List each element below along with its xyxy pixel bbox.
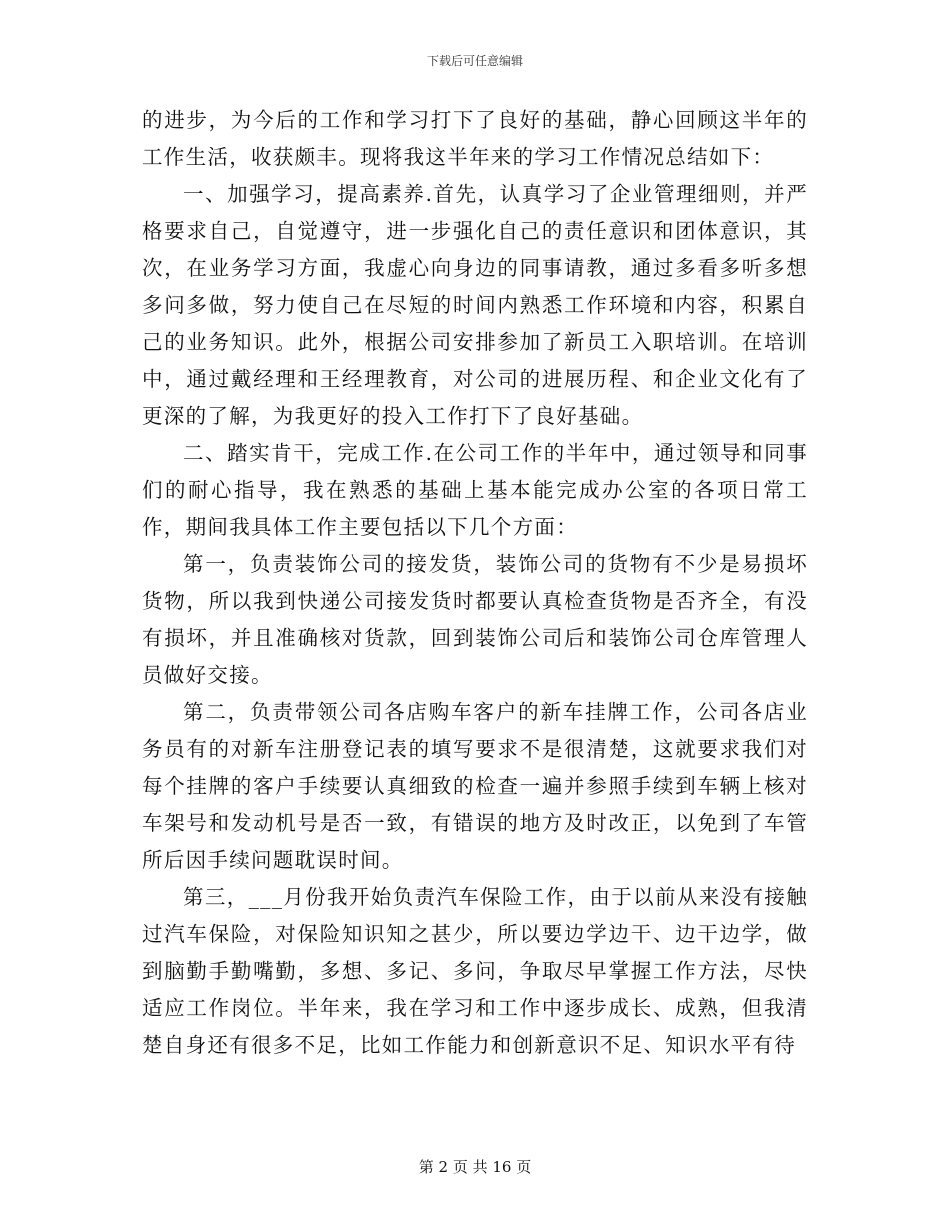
document-body — [142, 102, 808, 1064]
paragraph-item-third: 第三，___月份我开始负责汽车保险工作，由于以前从来没有接触过汽车保险，对保险知识知之甚少，所以要边学边干、边干边学，做到脑勤手勤嘴勤，多想、多记、多问，争取尽早掌握工作方法，尽快适应工作岗位。半年来，我在学习和工作中逐步成长、成熟，但我清楚自身还有很多不足，比如工作能力和创新意识不足、知识水平有待 — [142, 885, 808, 1057]
paragraph-section-two: 二、踏实肯干，完成工作.在公司工作的半年中，通过领导和同事们的耐心指导，我在熟悉的基础上基本能完成办公室的各项日常工作，期间我具体工作主要包括以下几个方面： — [142, 441, 808, 539]
paragraph-item-second: 第二，负责带领公司各店购车客户的新车挂牌工作，公司各店业务员有的对新车注册登记表的填写要求不是很清楚，这就要求我们对每个挂牌的客户手续要认真细致的检查一遍并参照手续到车辆上核对车架号和发动机号是否一致，有错误的地方及时改正，以免到了车管所后因手续问题耽误时间。 — [142, 700, 808, 872]
paragraph-continuation: 的进步，为今后的工作和学习打下了良好的基础，静心回顾这半年的工作生活，收获颇丰。现将我这半年来的学习工作情况总结如下： — [142, 108, 808, 169]
paragraph-item-first: 第一，负责装饰公司的接发货，装饰公司的货物有不少是易损坏货物，所以我到快递公司接发货时都要认真检查货物是否齐全，有没有损坏，并且准确核对货款，回到装饰公司后和装饰公司仓库管理人员做好交接。 — [142, 552, 808, 687]
page-number-footer: 第 2 页 共 16 页 — [418, 1158, 532, 1176]
paragraph-section-one: 一、加强学习，提高素养.首先，认真学习了企业管理细则，并严格要求自己，自觉遵守，进一步强化自己的责任意识和团体意识，其次，在业务学习方面，我虚心向身边的同事请教，通过多看多听多想多问多做，努力使自己在尽短的时间内熟悉工作环境和内容，积累自己的业务知识。此外，根据公司安排参加了新员工入职培训。在培训中，通过戴经理和王经理教育，对公司的进展历程、和企业文化有了更深的了解，为我更好的投入工作打下了良好基础。 — [142, 182, 808, 428]
page-header: 下载后可任意编辑 — [426, 54, 523, 68]
